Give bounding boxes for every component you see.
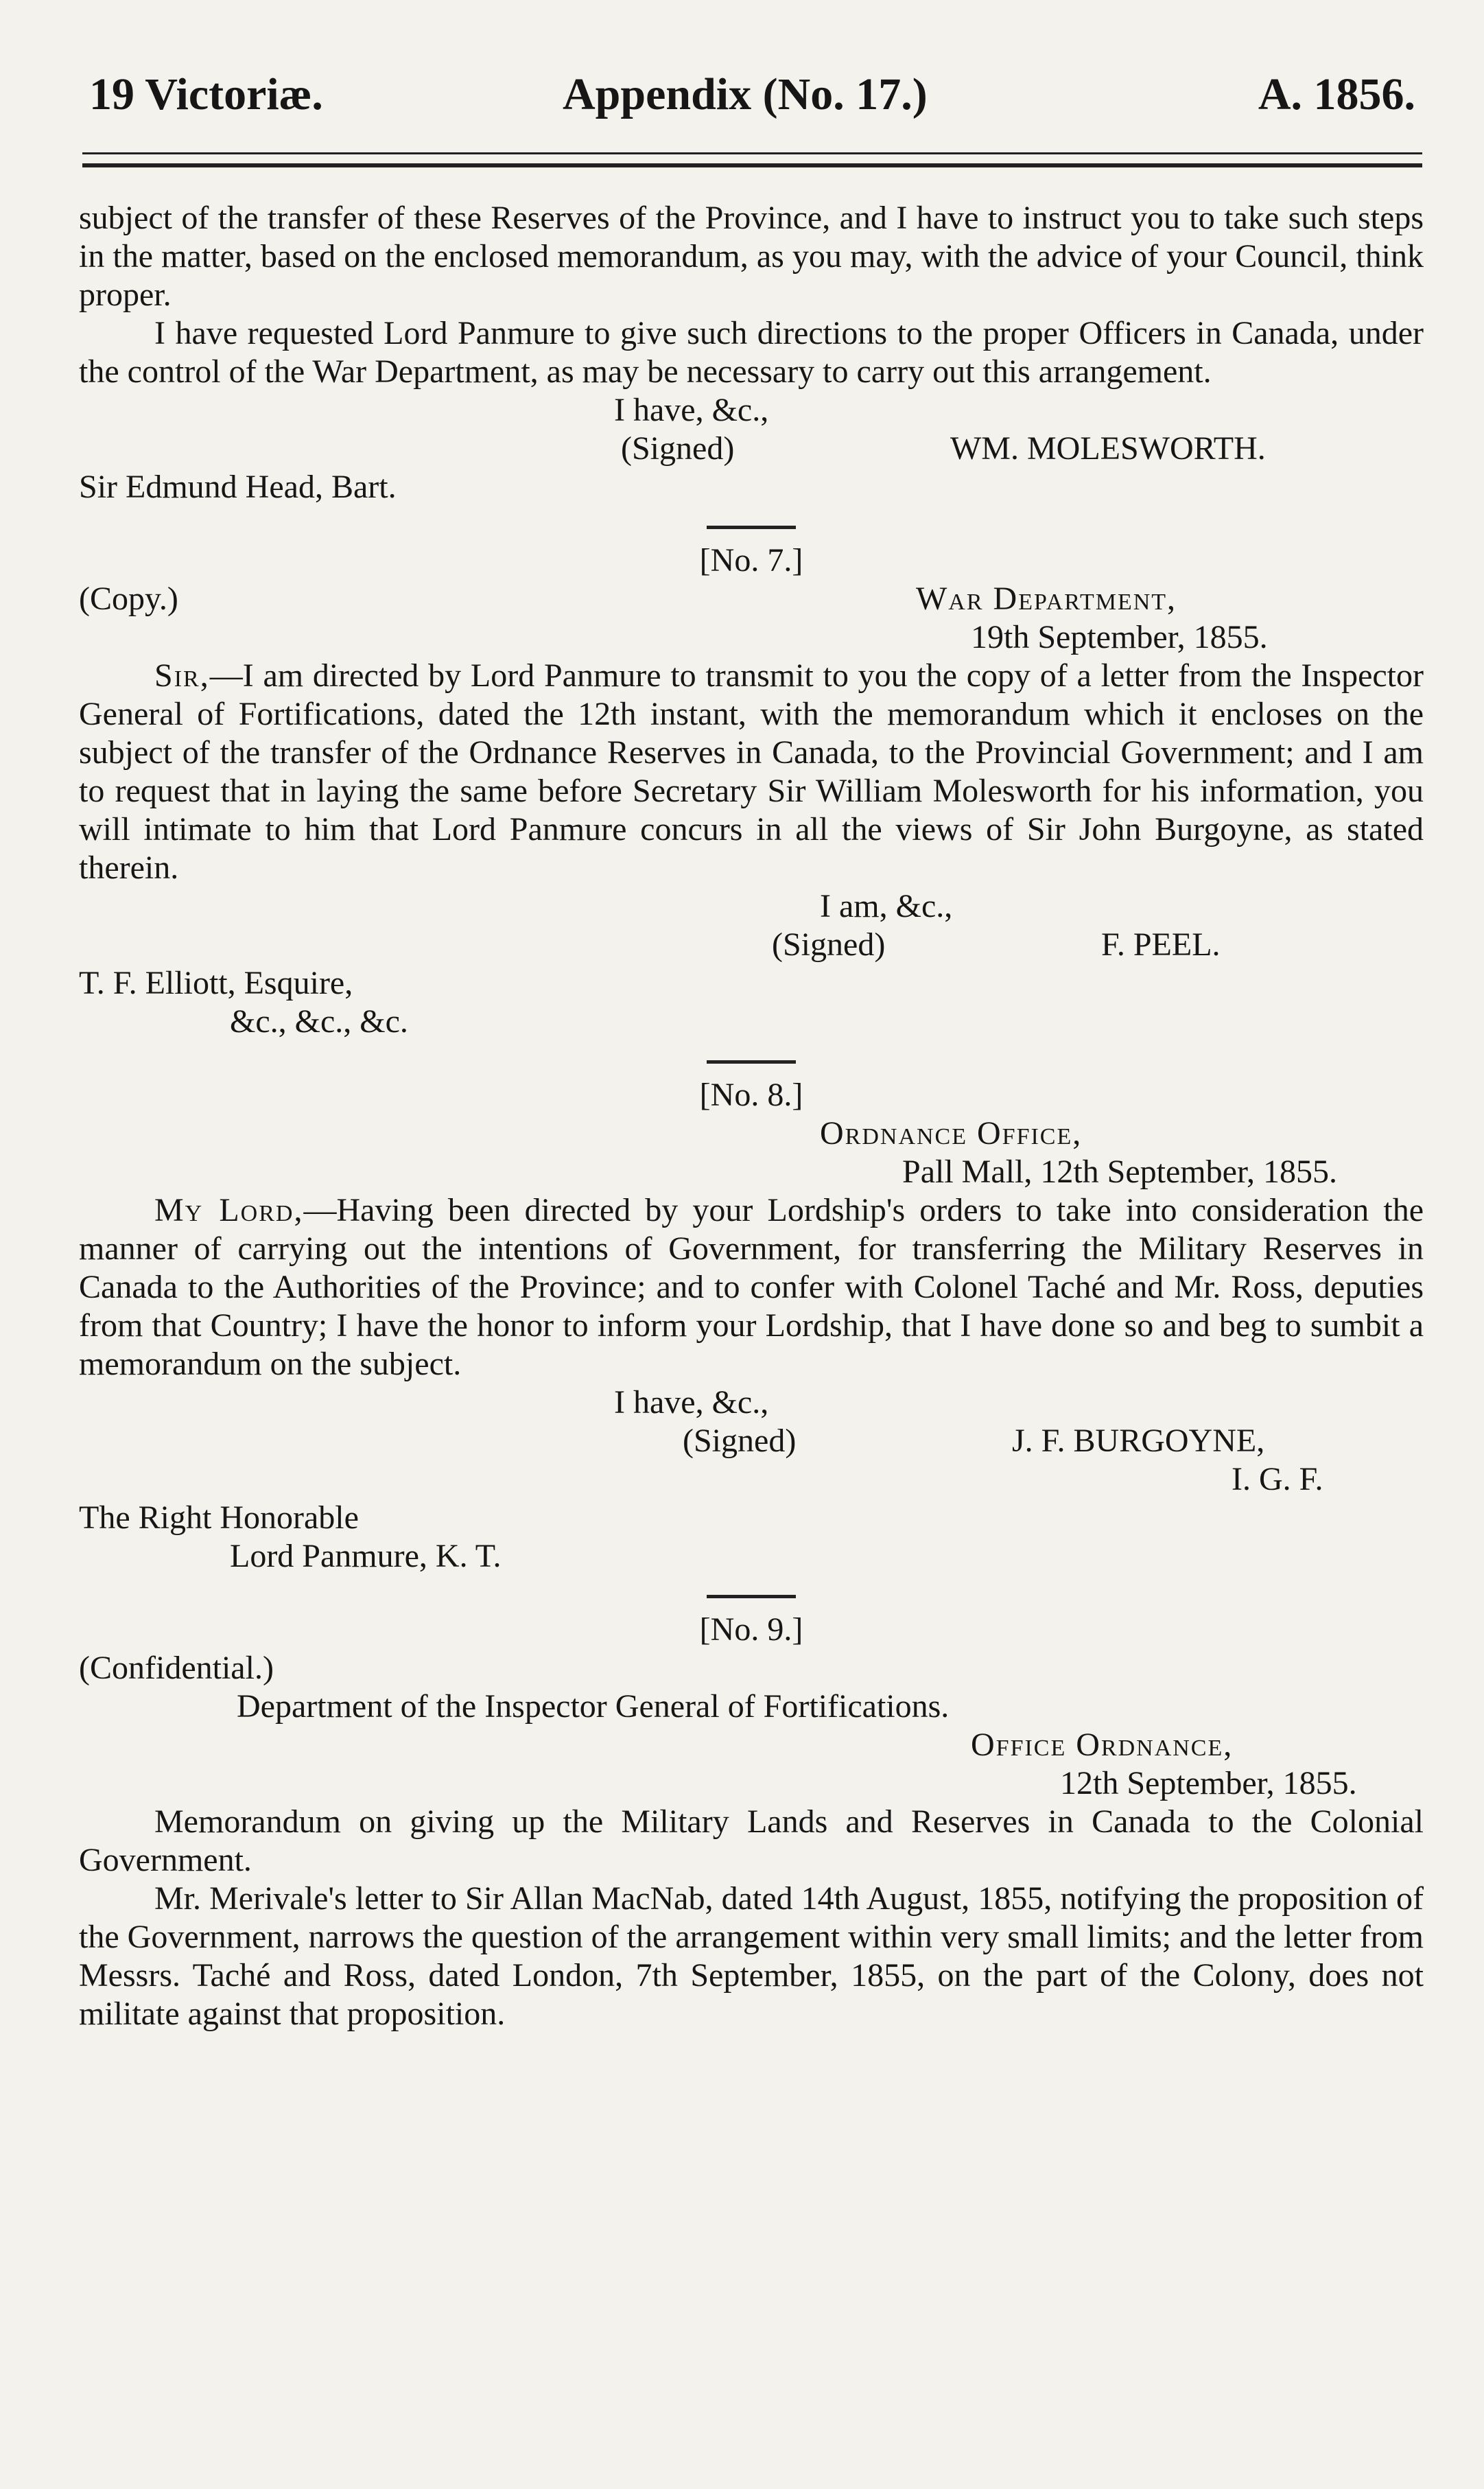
no8-addressee-name: Lord Panmure, K. T. bbox=[230, 1538, 502, 1574]
header-year: A. 1856. bbox=[1258, 69, 1415, 119]
page-body bbox=[79, 199, 1424, 2033]
no8-signature-row bbox=[79, 1422, 1424, 1460]
intro-addressee: Sir Edmund Head, Bart. bbox=[79, 469, 397, 505]
no8-letter bbox=[79, 1191, 1424, 1383]
no8-salutation: My Lord, bbox=[154, 1192, 304, 1228]
intro-paragraph-2: I have requested Lord Panmure to give such directions to the proper Officers in Canada, under the control of the War Department, as may be necessary to carry out this arrangement. bbox=[79, 315, 1424, 390]
no7-signature: F. PEEL. bbox=[1101, 926, 1221, 963]
no8-office: Ordnance Office, bbox=[820, 1115, 1083, 1152]
no8-body: —Having been directed by your Lordship's orders to take into consideration the manner of carrying out the intentions of Government, for transferring the Military Reserves in Canada to the Authorities of the Province; and to confer with Colonel Taché and Mr. Ross, deputies from that Country; I have the honor to inform your Lordship, that I have done so and beg to sumbit a memorandum on the subject. bbox=[79, 1192, 1424, 1382]
no8-closing: I have, &c., bbox=[614, 1384, 769, 1421]
no8-signature: J. F. BURGOYNE, bbox=[1012, 1423, 1265, 1459]
no7-date: 19th September, 1855. bbox=[971, 619, 1268, 655]
no7-number: [No. 7.] bbox=[699, 542, 803, 579]
section-divider bbox=[707, 1595, 796, 1598]
no8-signature-title: I. G. F. bbox=[1232, 1461, 1323, 1497]
no7-addressee: T. F. Elliott, Esquire, bbox=[79, 965, 353, 1001]
no7-letter bbox=[79, 657, 1424, 887]
no8-addressee: The Right Honorable bbox=[79, 1499, 359, 1536]
header-rule-thick bbox=[82, 163, 1422, 167]
no7-signed: (Signed) bbox=[772, 926, 886, 963]
no7-signature-row bbox=[79, 926, 1424, 964]
intro-signature: WM. MOLESWORTH. bbox=[950, 430, 1266, 467]
no7-closing: I am, &c., bbox=[820, 888, 953, 924]
no8-number: [No. 8.] bbox=[699, 1077, 803, 1113]
no7-body: —I am directed by Lord Panmure to transmit to you the copy of a letter from the Inspector General of Fortifications, dated the 12th instant, with the memorandum which it encloses on the subject of the transfer of the Ordnance Reserves in Canada, to the Provincial Government; and I am to request that in laying the same before Secretary Sir William Molesworth for his information, you will intimate to him that Lord Panmure concurs in all the views of Sir John Burgoyne, as stated therein. bbox=[79, 657, 1424, 886]
no9-memorandum-title: Memorandum on giving up the Military Lands and Reserves in Canada to the Colonial Government. bbox=[79, 1803, 1424, 1878]
no7-addressee-etc: &c., &c., &c. bbox=[230, 1003, 408, 1040]
intro-closing: I have, &c., bbox=[614, 392, 769, 428]
header-rule-thin bbox=[82, 152, 1422, 154]
section-divider bbox=[707, 526, 796, 529]
no8-date: Pall Mall, 12th September, 1855. bbox=[902, 1154, 1338, 1190]
section-divider bbox=[707, 1060, 796, 1064]
no7-office: War Department, bbox=[916, 581, 1177, 617]
no8-signed: (Signed) bbox=[683, 1423, 797, 1459]
no9-office: Office Ordnance, bbox=[971, 1727, 1234, 1763]
no9-paragraph: Mr. Merivale's letter to Sir Allan MacNab, dated 14th August, 1855, notifying the proposition of the Government, narrows the question of the arrangement within very small limits; and the letter from Messrs. Taché and Ross, dated London, 7th September, 1855, on the part of the Colony, does not militate against that proposition. bbox=[79, 1880, 1424, 2032]
intro-paragraph-1: subject of the transfer of these Reserves of the Province, and I have to instruct you to take such steps in the matter, based on the enclosed memorandum, as you may, with the advice of your Council, think proper. bbox=[79, 200, 1424, 313]
no7-salutation: Sir, bbox=[154, 657, 210, 694]
no7-heading-row bbox=[79, 580, 1424, 618]
running-header bbox=[82, 55, 1422, 130]
no7-copy: (Copy.) bbox=[79, 581, 178, 617]
no9-department: Department of the Inspector General of Fortifications. bbox=[237, 1688, 950, 1725]
intro-signed: (Signed) bbox=[621, 430, 735, 467]
header-session: 19 Victoriæ. bbox=[89, 69, 323, 119]
intro-signature-row bbox=[79, 430, 1424, 468]
header-appendix: Appendix (No. 17.) bbox=[563, 69, 928, 119]
no9-confidential: (Confidential.) bbox=[79, 1650, 274, 1686]
no9-number: [No. 9.] bbox=[699, 1611, 803, 1648]
no9-date: 12th September, 1855. bbox=[1060, 1765, 1357, 1801]
